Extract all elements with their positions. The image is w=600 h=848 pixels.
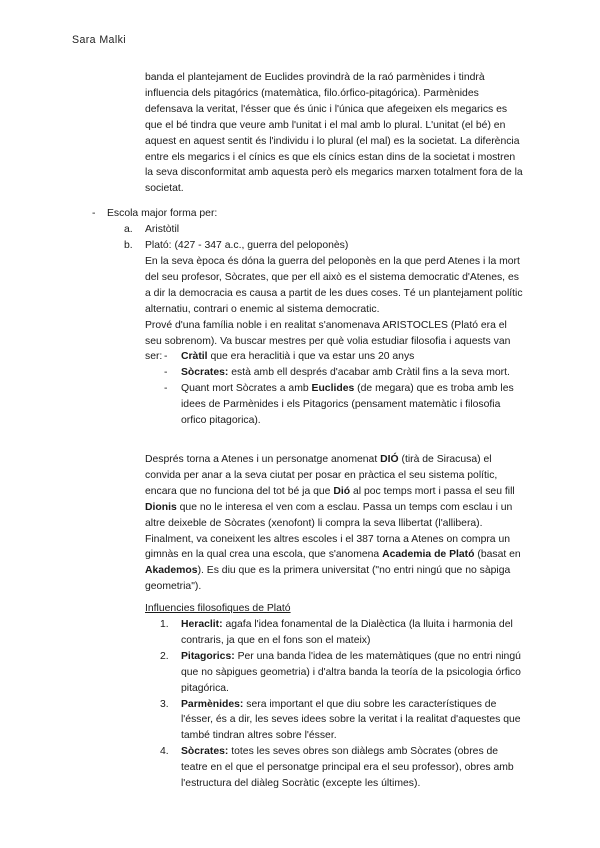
list-item: 4. Sòcrates: totes les seves obres son diàlegs amb Sòcrates (obres de teatre en el que el personatge principal era el seu professor), obres amb l'estructura del diàleg Socràtic (excepte les últimes). xyxy=(160,746,514,790)
dash-bullet: - xyxy=(164,382,168,394)
plato-paragraph: En la seva època és dóna la guerra del peloponès en la que perd Atenes i la mort del seu profesor, Sòcrates, que per ell això es el sistema democratic d'Atenes, es a dir la democracia es causa a partit de les dues coses. Té un plantejament polític alternatiu, contrari o enemic al sistema democratic. Prové d'una família noble i en realitat s'anomenava ARISTOCLES (Plató era el seu sobrenom). Va buscar mestres per què volia estudiar filosofia i aquests van ser: xyxy=(145,256,523,363)
intro-paragraph: banda el plantejament de Euclides provindrà de la raó parmènides i tindrà influencia dels pitagórics (matemàtica, filo.órfico-pitagórica). Parmènides defensava la veritat, l'ésser que és únic i l'única que afegeixen els megarics es que el bé tindra que veure amb l'unitat i el mal amb lo plural. L'unitat (el bé) en aquest en aquest sentit és l'individu i lo plural (el mal) es la societat. La diferència entre els megarics i el cínics es que els cínics estan dins de la societat i mostren la seva disconformitat amb aquesta però els megarics marxen totalment fora de la societat. xyxy=(145,72,523,195)
influences-heading: Influencies filosofiques de Plató xyxy=(145,603,291,614)
list-item: - Cràtil que era heraclitià i que va estar uns 20 anys xyxy=(160,349,525,365)
list-item: - Quant mort Sòcrates a amb Euclides (de megara) que es troba amb les idees de Parmènides i els Pitagorics (pensament matemàtic i filosofia orfico pitagorica). xyxy=(164,382,514,426)
aristotil-label: Aristòtil xyxy=(145,224,180,235)
list-number: 2. xyxy=(160,650,169,662)
plato-label: Plató: (427 - 347 a.c., guerra del peloponès) xyxy=(145,240,349,251)
dash-bullet: - xyxy=(92,208,96,219)
masters-list xyxy=(160,349,525,429)
list-number: 4. xyxy=(160,746,169,758)
list-item: - Sòcrates: està amb ell després d'acabar amb Cràtil fins a la seva mort. xyxy=(160,365,525,381)
list-item: 3. Parmènides: sera important el que diu sobre les característiques de l'ésser, és a dir, les seves idees sobre la veritat i la realitat d'aquestes que també tindran altres sobre l'ésser. xyxy=(160,698,521,742)
escola-label: Escola major forma per: xyxy=(107,208,218,219)
list-number: 1. xyxy=(160,619,169,630)
list-marker-a: a. xyxy=(124,224,133,235)
list-item: 2. Pitagorics: Per una banda l'idea de les matemàtiques (que no entri ningú que no sàpigues geometria) i d'altra banda la teoría de la psicologia órfico pitagórica. xyxy=(160,650,521,694)
biography-paragraph: Després torna a Atenes i un personatge anomenat DIÓ (tirà de Siracusa) el convida per anar a la seva ciutat per posar en pràctica el seu sistema polític, encara que no funciona del tot bé ja que Dió al poc temps mort i passa el seu fill Dionis que no le interesa el ven com a esclau. Passa un temps com esclau i un altre deixeble de Sòcrates (xenofont) li compra la seva llibertat (l'allibera). Finalment, va coneixent les altres escoles i el 387 torna a Atenes on compra un gimnàs en la qual crea una escola, que s'anomena Academia de Plató (basat en Akademos). Es diu que es la primera universitat ("no entri ningú que no sàpiga geometria"). xyxy=(145,454,521,593)
author-header: Sara Malki xyxy=(72,34,127,46)
dash-bullet: - xyxy=(164,366,168,378)
influences-list xyxy=(160,617,525,792)
list-item: 1. Heraclit: agafa l'idea fonamental de la Dialèctica (la lluita i harmonia del contraris, ja que en el fons son el mateix) xyxy=(160,619,513,646)
dash-bullet: - xyxy=(164,351,168,362)
list-marker-b: b. xyxy=(124,240,133,251)
list-number: 3. xyxy=(160,698,169,710)
